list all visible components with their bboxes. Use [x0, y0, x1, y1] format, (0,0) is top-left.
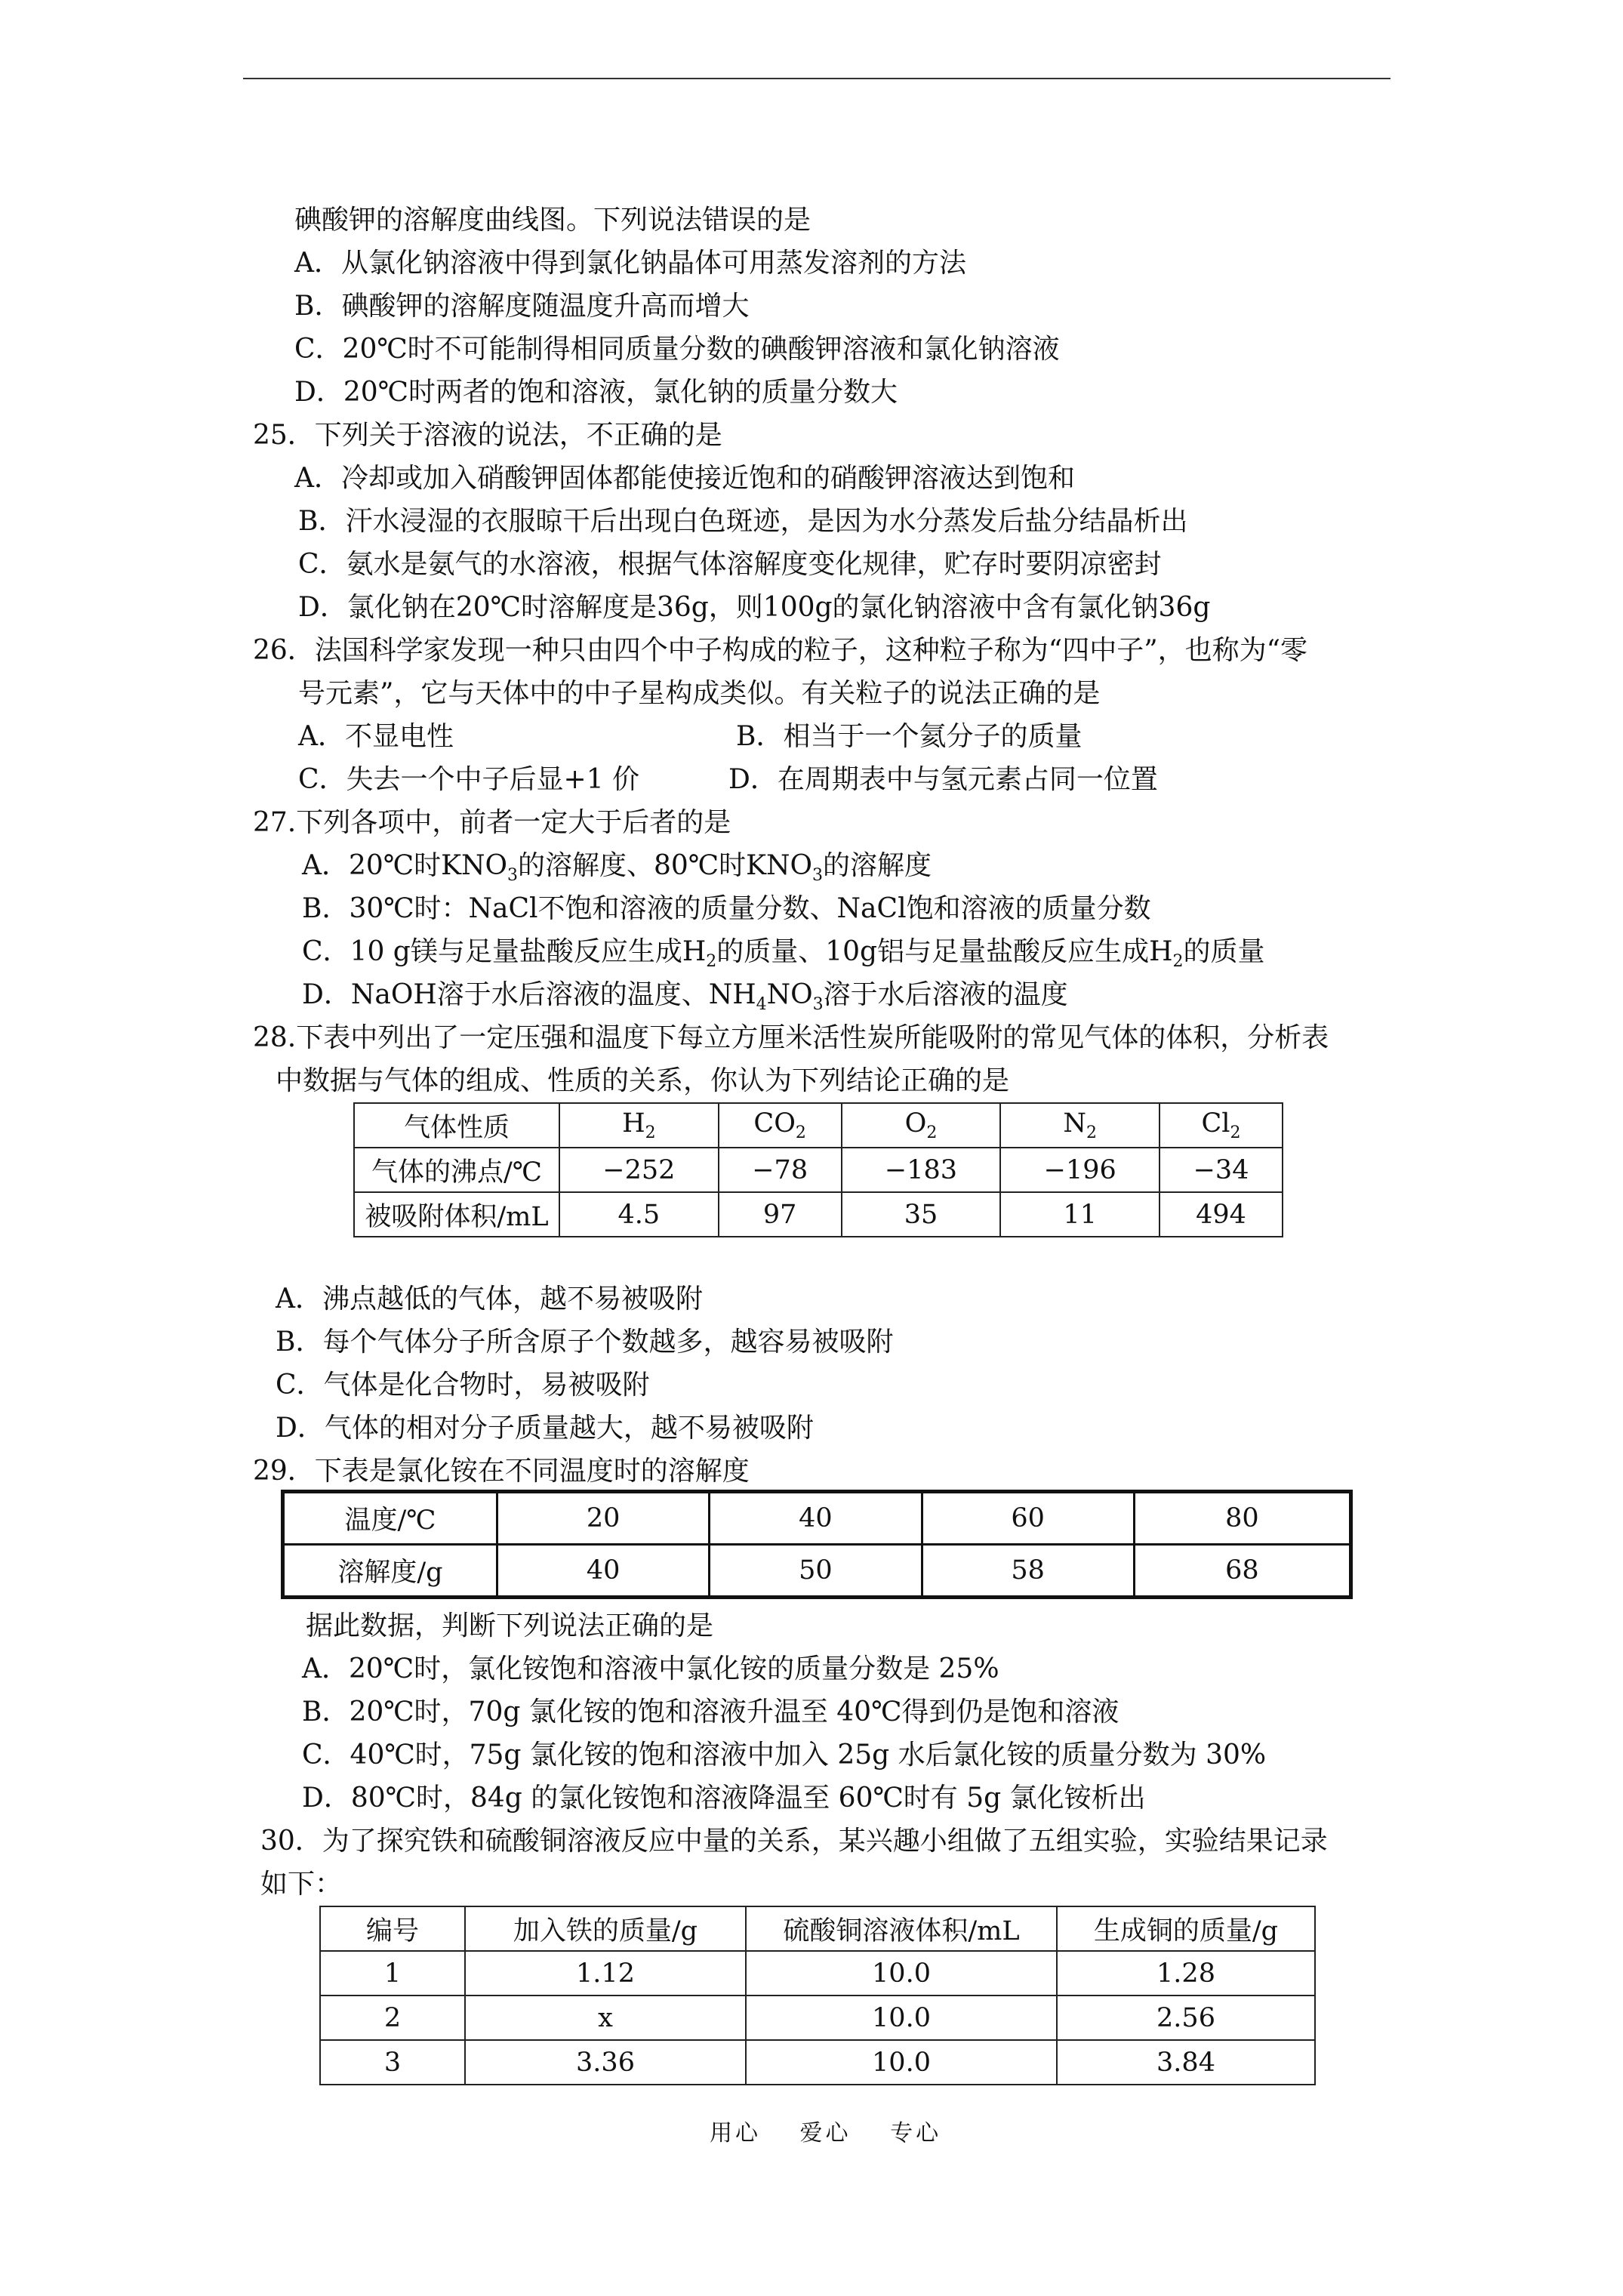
table-cell: 1.28 — [1057, 1951, 1315, 1996]
q26-option-c: C．失去一个中子后显+1 价 — [298, 764, 640, 795]
table-row — [320, 2040, 1315, 2085]
table-cell: 97 — [719, 1192, 842, 1237]
table-cell: 3 — [320, 2040, 465, 2085]
q28-gas-h2: $H_2$ — [559, 1103, 719, 1148]
q28-option-b: B．每个气体分子所含原子个数越多，越容易被吸附 — [276, 1327, 894, 1358]
table-cell: −252 — [559, 1148, 719, 1192]
table-cell: −196 — [1000, 1148, 1160, 1192]
q28-gas-co2: $CO_2$ — [719, 1103, 842, 1148]
table-cell: −183 — [842, 1148, 1001, 1192]
q28-gas-table — [353, 1102, 1283, 1237]
table-cell: 35 — [842, 1192, 1001, 1237]
table-cell: 40 — [710, 1492, 922, 1545]
q29-solubility-table — [281, 1490, 1353, 1599]
table-cell: 3.84 — [1057, 2040, 1315, 2085]
q27-option-c: C．10 g镁与足量盐酸反应生成$H_2$的质量、10g铝与足量盐酸反应生成$H_2$的质量 — [302, 936, 1265, 972]
q26-option-b: B．相当于一个氦分子的质量 — [736, 721, 1083, 752]
q26-option-a: A．不显电性 — [298, 721, 454, 752]
q30-results-table — [319, 1906, 1316, 2085]
table-cell: 1 — [320, 1951, 465, 1996]
q27-option-d: D．NaOH溶于水后溶液的温度、$NH_4NO_3$溶于水后溶液的温度 — [302, 979, 1068, 1015]
q24-option-b: B．碘酸钾的溶解度随温度升高而增大 — [294, 291, 750, 322]
q30-header-cell: 硫酸铜溶液体积/mL — [746, 1906, 1057, 1951]
q28-gas-o2: $O_2$ — [842, 1103, 1001, 1148]
q28-volume-label: 被吸附体积/mL — [354, 1192, 559, 1237]
q28-volume-row — [354, 1192, 1283, 1237]
q25-stem: 25．下列关于溶液的说法，不正确的是 — [253, 420, 722, 451]
table-cell: −34 — [1160, 1148, 1283, 1192]
table-cell: 40 — [497, 1545, 710, 1598]
table-cell: x — [465, 1996, 746, 2040]
q24-stem-continued: 碘酸钾的溶解度曲线图。下列说法错误的是 — [294, 205, 812, 236]
q24-option-a: A．从氯化钠溶液中得到氯化钠晶体可用蒸发溶剂的方法 — [294, 248, 966, 279]
table-cell: 11 — [1000, 1192, 1160, 1237]
q30-header-cell: 加入铁的质量/g — [465, 1906, 746, 1951]
q29-option-c: C．40℃时，75g 氯化铵的饱和溶液中加入 25g 水后氯化铵的质量分数为 30% — [302, 1740, 1267, 1771]
q29-temperature-label: 温度/℃ — [283, 1492, 497, 1545]
table-cell: 1.12 — [465, 1951, 746, 1996]
table-cell: 58 — [922, 1545, 1134, 1598]
q30-header-row — [320, 1906, 1315, 1951]
table-cell: 80 — [1134, 1492, 1350, 1545]
table-cell: 2.56 — [1057, 1996, 1315, 2040]
q28-gas-n2: $N_2$ — [1000, 1103, 1160, 1148]
q27-stem: 27.下列各项中，前者一定大于后者的是 — [253, 807, 731, 838]
q29-temperature-row — [283, 1492, 1351, 1545]
footer-word: 爱心 — [799, 2120, 852, 2147]
q27-option-a: A．20℃时$KNO_3$的溶解度、80℃时$KNO_3$的溶解度 — [302, 850, 932, 886]
table-cell: 10.0 — [746, 2040, 1057, 2085]
table-cell: 20 — [497, 1492, 710, 1545]
q26-stem-line2: 号元素”，它与天体中的中子星构成类似。有关粒子的说法正确的是 — [298, 678, 1101, 709]
q26-option-d: D．在周期表中与氢元素占同一位置 — [728, 764, 1158, 795]
q24-option-d: D．20℃时两者的饱和溶液，氯化钠的质量分数大 — [294, 377, 898, 408]
q28-stem-line1: 28.下表中列出了一定压强和温度下每立方厘米活性炭所能吸附的常见气体的体积，分析表 — [253, 1022, 1329, 1053]
footer-word: 专心 — [890, 2120, 942, 2147]
q28-option-a: A．沸点越低的气体，越不易被吸附 — [276, 1284, 703, 1314]
q25-option-b: B．汗水浸湿的衣服晾干后出现白色斑迹，是因为水分蒸发后盐分结晶析出 — [298, 506, 1188, 537]
q30-stem-line2: 如下： — [260, 1869, 343, 1900]
q25-option-a: A．冷却或加入硝酸钾固体都能使接近饱和的硝酸钾溶液达到饱和 — [294, 463, 1075, 494]
q28-option-d: D．气体的相对分子质量越大，越不易被吸附 — [276, 1413, 814, 1444]
page-footer — [710, 2114, 970, 2147]
table-cell: 3.36 — [465, 2040, 746, 2085]
table-cell: 2 — [320, 1996, 465, 2040]
table-row — [320, 1951, 1315, 1996]
q28-boiling-row — [354, 1148, 1283, 1192]
q28-gas-cl2: $Cl_2$ — [1160, 1103, 1283, 1148]
table-cell: 10.0 — [746, 1996, 1057, 2040]
table-cell: 4.5 — [559, 1192, 719, 1237]
q28-header-label: 气体性质 — [354, 1103, 559, 1148]
q28-option-c: C．气体是化合物时，易被吸附 — [276, 1370, 650, 1401]
q29-option-d: D．80℃时，84g 的氯化铵饱和溶液降温至 60℃时有 5g 氯化铵析出 — [302, 1783, 1146, 1814]
q25-option-d: D．氯化钠在20℃时溶解度是36g，则100g的氯化钠溶液中含有氯化钠36g — [298, 592, 1211, 623]
q30-header-cell: 编号 — [320, 1906, 465, 1951]
header-rule — [243, 78, 1390, 79]
q30-header-cell: 生成铜的质量/g — [1057, 1906, 1315, 1951]
q29-option-a: A．20℃时，氯化铵饱和溶液中氯化铵的质量分数是 25% — [302, 1653, 999, 1684]
q26-stem-line1: 26．法国科学家发现一种只由四个中子构成的粒子，这种粒子称为“四中子”，也称为“零 — [253, 635, 1308, 666]
q28-boiling-label: 气体的沸点/℃ — [354, 1148, 559, 1192]
table-row — [320, 1996, 1315, 2040]
table-cell: 10.0 — [746, 1951, 1057, 1996]
q30-stem-line1: 30．为了探究铁和硫酸铜溶液反应中量的关系，某兴趣小组做了五组实验，实验结果记录 — [260, 1826, 1328, 1857]
q29-option-b: B．20℃时，70g 氯化铵的饱和溶液升温至 40℃得到仍是饱和溶液 — [302, 1697, 1119, 1727]
q29-solubility-label: 溶解度/g — [283, 1545, 497, 1598]
table-cell: 50 — [710, 1545, 922, 1598]
q24-option-c: C．20℃时不可能制得相同质量分数的碘酸钾溶液和氯化钠溶液 — [294, 334, 1060, 365]
q27-option-b: B．30℃时：NaCl不饱和溶液的质量分数、NaCl饱和溶液的质量分数 — [302, 893, 1151, 924]
table-cell: 60 — [922, 1492, 1134, 1545]
q28-stem-line2: 中数据与气体的组成、性质的关系，你认为下列结论正确的是 — [276, 1065, 1010, 1096]
q28-table-header-row — [354, 1103, 1283, 1148]
q29-solubility-row — [283, 1545, 1351, 1598]
table-cell: 68 — [1134, 1545, 1350, 1598]
q25-option-c: C．氨水是氨气的水溶液，根据气体溶解度变化规律，贮存时要阴凉密封 — [298, 549, 1162, 580]
table-cell: −78 — [719, 1148, 842, 1192]
footer-word: 用心 — [710, 2120, 761, 2147]
table-cell: 494 — [1160, 1192, 1283, 1237]
q29-lead: 据此数据，判断下列说法正确的是 — [306, 1610, 714, 1641]
q29-stem: 29．下表是氯化铵在不同温度时的溶解度 — [253, 1456, 750, 1487]
